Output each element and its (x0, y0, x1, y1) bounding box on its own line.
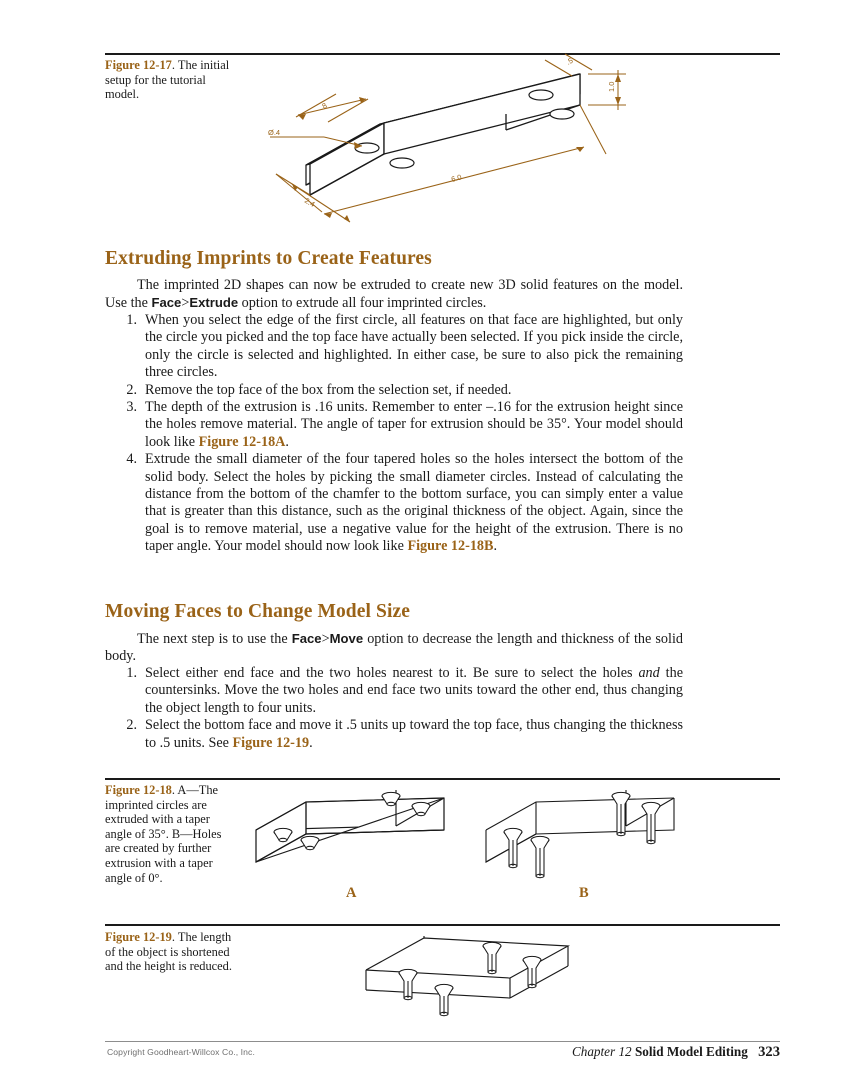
countersink-pocket (301, 836, 319, 849)
list-item (118, 717, 683, 752)
dim-label-08: .8 (318, 100, 329, 112)
ui-separator: > (321, 631, 330, 647)
cross-reference-figure-12-19: Figure 12-19 (232, 734, 310, 751)
ui-label-move: Move (329, 631, 364, 646)
dim-label-hole-dia: Ø.4 (268, 128, 281, 137)
dim-label-10: 1.0 (607, 81, 616, 92)
list-item (118, 665, 683, 717)
figure-12-19-caption-text: The length of the object is shortened and the height is reduced. (105, 930, 232, 974)
list-item (118, 382, 683, 399)
list-item-text: The depth of the extrusion is .16 units. Remember to enter –.16 for the extrusion height since the holes remove material. The angle of taper for extrusion should be 35°. Your model should look like (145, 399, 683, 450)
list-item (118, 451, 683, 555)
heading-extruding-imprints: Extruding Imprints to Create Features (105, 248, 432, 269)
list-item-number: 3. (126, 399, 137, 416)
heading-moving-faces: Moving Faces to Change Model Size (105, 601, 410, 622)
figure-12-19-number-period: . (171, 930, 175, 944)
extruding-steps-list (118, 312, 683, 556)
figure-12-18-top-rule (105, 778, 780, 780)
figure-12-17-caption-text: The initial setup for the tutorial model. (105, 58, 230, 102)
footer-copyright: Copyright Goodheart-Willcox Co., Inc. (107, 1047, 255, 1057)
footer-chapter-label: Chapter 12 (571, 1044, 632, 1059)
list-item-text-after: . (285, 433, 289, 450)
figure-12-18-caption (105, 783, 233, 885)
emphasis-and: and (638, 665, 660, 681)
countersunk-hole (483, 942, 501, 973)
list-item-number: 4. (126, 451, 137, 468)
list-item-number: 2. (126, 381, 137, 398)
dim-label-05: .5 (564, 55, 575, 67)
paragraph-extruding-intro (105, 277, 683, 313)
isometric-box-imprints-svg (262, 52, 662, 232)
through-hole (531, 836, 549, 877)
shortened-box-holes-svg (352, 928, 602, 1028)
ui-label-face: Face (151, 295, 182, 311)
list-item-text-after: . (309, 734, 313, 751)
list-item-text: Remove the top face of the box from the selection set, if needed. (145, 381, 512, 398)
paragraph-moving-faces-intro (105, 630, 683, 666)
list-item-text-after: . (493, 538, 498, 555)
figure-12-19-number: Figure 12-19 (105, 930, 172, 944)
list-item-number: 1. (126, 665, 137, 681)
through-hole (642, 802, 660, 843)
intro-text-part2: option to decrease the length and thickness of the solid body. (105, 631, 683, 665)
list-item (118, 312, 683, 382)
figure-12-17-artwork (262, 52, 662, 232)
list-item-text: When you select the edge of the first circle, all features on that face are highlighted, but only the circle you picked and the top face have actually been selected. If you pick inside the circle, only the circle is selected and highlighted. In either case, be sure to also pick the remaining three circles. (145, 312, 683, 381)
figure-12-18-number-period: . (171, 783, 175, 797)
intro-text-part1: The imprinted 2D shapes can now be extruded to create new 3D solid features on the model. Use the (105, 277, 683, 312)
intro-text-part1: The next step is to use the (137, 631, 292, 647)
figure-12-17-caption (105, 58, 233, 102)
list-item-text: Extrude the small diameter of the four tapered holes so the holes intersect the bottom of the solid body. Select the holes by picking the small diameter circles. Instead of calculating the distance from the bottom of the chamfer to the bottom surface, you can simply enter a value that is greater than this distance, such as the original thickness of the object. Again, since the goal is to remove material, use a negative value for the height of the extrusion. There is no taper angle. Your model should now look like (145, 451, 683, 555)
box-through-holes-svg (474, 784, 694, 884)
list-item-text: Select the bottom face and move it .5 units up toward the top face, thus changing the thickness to .5 units. See (145, 717, 683, 751)
through-hole (612, 792, 630, 835)
cross-reference-figure-12-18a: Figure 12-18A (198, 433, 286, 450)
cross-reference-figure-12-18b: Figure 12-18B (407, 538, 494, 555)
box-tapered-pockets-svg (244, 784, 464, 884)
ui-label-face: Face (291, 631, 322, 646)
list-item (118, 399, 683, 451)
intro-text-part2: option to extrude all four imprinted circles. (238, 295, 487, 312)
list-item-text-after: the countersinks. Move the two holes and end face two units toward the other end, thus changing the object length to four units. (145, 665, 683, 716)
ui-separator: > (181, 295, 190, 312)
countersunk-hole (435, 984, 453, 1015)
moving-faces-steps-list (118, 665, 683, 752)
through-hole (504, 828, 522, 867)
figure-12-18-panel-b-artwork (474, 784, 694, 884)
figure-12-18-panel-a-label: A (346, 885, 357, 901)
figure-12-19-artwork (352, 928, 602, 1028)
ui-label-extrude: Extrude (189, 295, 239, 311)
figure-12-19-top-rule (105, 924, 780, 926)
figure-12-17-number: Figure 12-17 (105, 58, 172, 72)
dim-label-60: 6.0 (450, 172, 463, 184)
list-item-number: 2. (126, 717, 137, 734)
footer-section-label: Solid Model Editing (634, 1044, 748, 1059)
countersunk-hole (399, 969, 417, 999)
footer-rule (105, 1041, 780, 1042)
figure-12-18-panel-a-artwork (244, 784, 464, 884)
dim-label-24: 2.4 (303, 195, 317, 209)
footer-running-head (572, 1044, 780, 1061)
figure-12-19-caption (105, 930, 233, 974)
figure-12-18-panel-b-label: B (579, 885, 589, 901)
figure-12-17-number-period: . (171, 58, 175, 72)
figure-12-18-number: Figure 12-18 (105, 783, 172, 797)
list-item-number: 1. (126, 312, 137, 328)
figure-12-18-caption-text: A—The imprinted circles are extruded with a taper angle of 35°. B—Holes are created by further extrusion with a taper angle of 0°. (105, 783, 222, 885)
list-item-text: Select either end face and the two holes nearest to it. Be sure to select the holes (145, 665, 639, 681)
page-number: 323 (758, 1044, 780, 1060)
